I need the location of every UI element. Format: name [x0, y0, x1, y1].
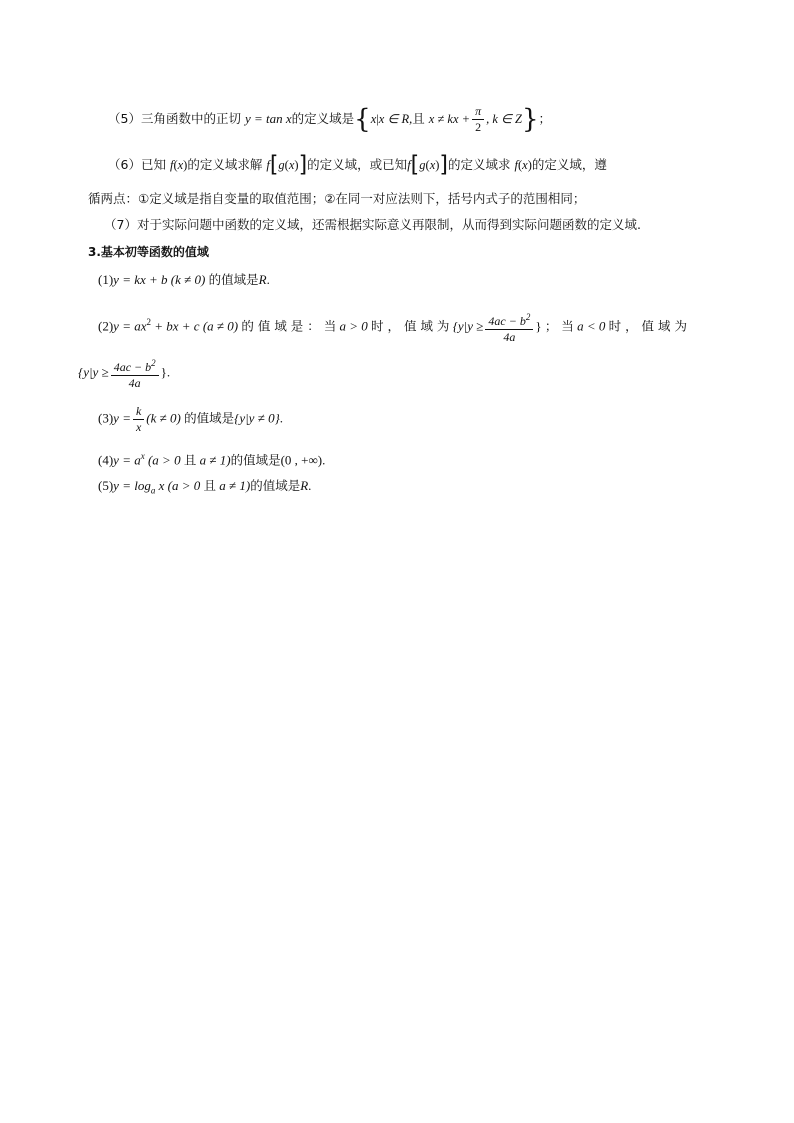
- paren: (: [284, 158, 289, 172]
- right-brace: }: [521, 104, 539, 135]
- exponential-lhs: y = a: [113, 452, 141, 468]
- range-item-1: [98, 270, 270, 290]
- var-x: x: [177, 158, 184, 172]
- exponent: 2: [151, 358, 156, 368]
- range-item-5-number: (5): [98, 478, 114, 493]
- range-item-2-text-1: 的 值 域 是 ： 当: [241, 318, 337, 334]
- range-item-2-line-1: [98, 310, 687, 345]
- numerator-text: 4ac − b: [488, 314, 526, 328]
- set-condition-3: , k ∈ Z: [486, 112, 522, 126]
- set-close: }: [535, 318, 542, 334]
- item-6-text-1: 已知: [140, 157, 166, 172]
- period: .: [166, 364, 171, 380]
- section-3-heading: 3.基本初等函数的值域: [88, 245, 209, 259]
- func-g: g: [419, 158, 426, 172]
- vertex-fraction-2: [111, 356, 159, 391]
- and-word: 且: [203, 478, 216, 493]
- log-condition-2: a ≠ 1): [219, 478, 251, 493]
- period: .: [279, 410, 284, 426]
- exponent: 2: [146, 317, 151, 328]
- range-item-2-text-3: ； 当: [544, 318, 574, 334]
- paren: ): [294, 158, 299, 172]
- exponent: 2: [525, 312, 531, 322]
- set-condition-word: 且: [412, 111, 425, 126]
- set-condition-2: x ≠ kx +: [428, 112, 471, 126]
- range-item-1-text: 的值域是: [208, 272, 259, 287]
- paren: (: [425, 158, 430, 172]
- range-item-3-number: (3): [98, 410, 114, 426]
- vertex-fraction-1: [485, 310, 533, 345]
- k-over-x-fraction: [133, 404, 144, 435]
- func-f: f: [266, 158, 270, 172]
- range-R: R: [300, 478, 309, 493]
- quadratic-condition: (a ≠ 0): [202, 318, 239, 334]
- item-6-number: （6）: [108, 157, 141, 172]
- exponential-condition-2: a ≠ 1): [199, 452, 231, 468]
- bracket: [: [269, 152, 279, 178]
- func-f: f: [407, 158, 411, 172]
- range-item-4-number: (4): [98, 452, 114, 468]
- range-item-4-text: 的值域是: [230, 452, 281, 468]
- condition-a-positive: a > 0: [339, 318, 368, 334]
- log-argument: x: [155, 478, 165, 493]
- range-item-5-text: 的值域是: [250, 478, 301, 493]
- set-bar: |: [376, 112, 379, 126]
- paren: ): [183, 158, 188, 172]
- range-R: R: [258, 272, 267, 287]
- range-item-4: [98, 446, 325, 470]
- period: .: [266, 272, 270, 287]
- item-6-text-5: 的定义域，遵: [531, 157, 607, 172]
- paren: (: [173, 158, 178, 172]
- inverse-condition: (k ≠ 0): [146, 410, 181, 426]
- left-brace: {: [354, 104, 371, 135]
- fraction-numerator: [111, 356, 159, 376]
- set-open: {y|y ≥: [78, 364, 109, 380]
- range-item-2-line-2: [78, 356, 170, 391]
- range-item-2-text-2: 时 ， 值 域 为: [371, 318, 450, 334]
- paren: ): [435, 158, 440, 172]
- range-item-1-number: (1): [98, 272, 114, 287]
- fraction-numerator: k: [133, 404, 144, 420]
- fraction-numerator: [485, 310, 533, 330]
- quadratic-formula-rest: + bx + c: [150, 318, 200, 334]
- log-condition-1: (a > 0: [167, 478, 201, 493]
- exponent: x: [140, 451, 145, 461]
- log-lhs: y = log: [113, 478, 151, 493]
- paren: (: [518, 158, 523, 172]
- item-5-number: （5）: [108, 111, 141, 126]
- bracket: ]: [298, 152, 308, 178]
- fraction-denominator: 4a: [503, 330, 516, 344]
- and-word: 且: [183, 452, 197, 468]
- numerator-text: 4ac − b: [113, 360, 152, 374]
- item-5-text-2: 的定义域是: [291, 111, 355, 126]
- period: .: [308, 478, 312, 493]
- item-6-text-2: 的定义域求解: [187, 157, 263, 172]
- fraction-denominator: x: [135, 420, 142, 434]
- tan-formula: y = tan x: [244, 111, 292, 126]
- condition-a-negative: a < 0: [577, 318, 606, 334]
- item-5-tail: ；: [538, 111, 552, 126]
- quadratic-formula: y = ax: [113, 318, 147, 334]
- range-item-2-number: (2): [98, 318, 114, 334]
- paren: ): [527, 158, 532, 172]
- range-item-5: [98, 476, 311, 501]
- exponential-range: (0 , +∞): [280, 452, 323, 468]
- var-x: x: [288, 158, 295, 172]
- fraction-denominator: 2: [475, 120, 482, 134]
- item-6-line-1: [108, 152, 607, 178]
- func-f: f: [169, 158, 174, 172]
- fraction-numerator: π: [472, 104, 484, 120]
- linear-condition: (k ≠ 0): [170, 272, 206, 287]
- inverse-lhs: y =: [113, 410, 131, 426]
- bracket: ]: [439, 152, 449, 178]
- var-x: x: [429, 158, 436, 172]
- fraction-denominator: 4a: [128, 376, 141, 390]
- set-condition-1: x ∈ R,: [378, 112, 413, 126]
- set-close: }: [160, 364, 167, 380]
- bracket: [: [410, 152, 420, 178]
- var-x: x: [522, 158, 528, 172]
- pi-over-two: [472, 104, 484, 135]
- log-base: a: [150, 485, 156, 496]
- exponential-condition-1: (a > 0: [147, 452, 181, 468]
- period: .: [322, 452, 326, 468]
- inverse-range-set: {y|y ≠ 0}: [234, 410, 280, 426]
- range-item-3-text: 的值域是: [184, 410, 235, 426]
- range-item-3: [98, 404, 283, 435]
- item-6-text-3: 的定义域，或已知: [307, 157, 408, 172]
- func-f: f: [514, 158, 518, 172]
- linear-formula: y = kx + b: [113, 272, 168, 287]
- item-7: （7）对于实际问题中函数的定义域，还需根据实际意义再限制，从而得到实际问题函数的定义域.: [104, 217, 641, 232]
- range-item-2-text-4: 时 ， 值 域 为: [608, 318, 687, 334]
- set-variable: x: [370, 112, 377, 126]
- func-g: g: [278, 158, 285, 172]
- item-5-text: 三角函数中的正切: [140, 111, 241, 126]
- item-6-text-4: 的定义域求: [448, 157, 511, 172]
- set-open: {y|y ≥: [452, 318, 484, 334]
- item-6-line-2: 循两点：①定义域是指自变量的取值范围；②在同一对应法则下，括号内式子的范围相同；: [88, 191, 586, 206]
- item-5: [108, 104, 551, 135]
